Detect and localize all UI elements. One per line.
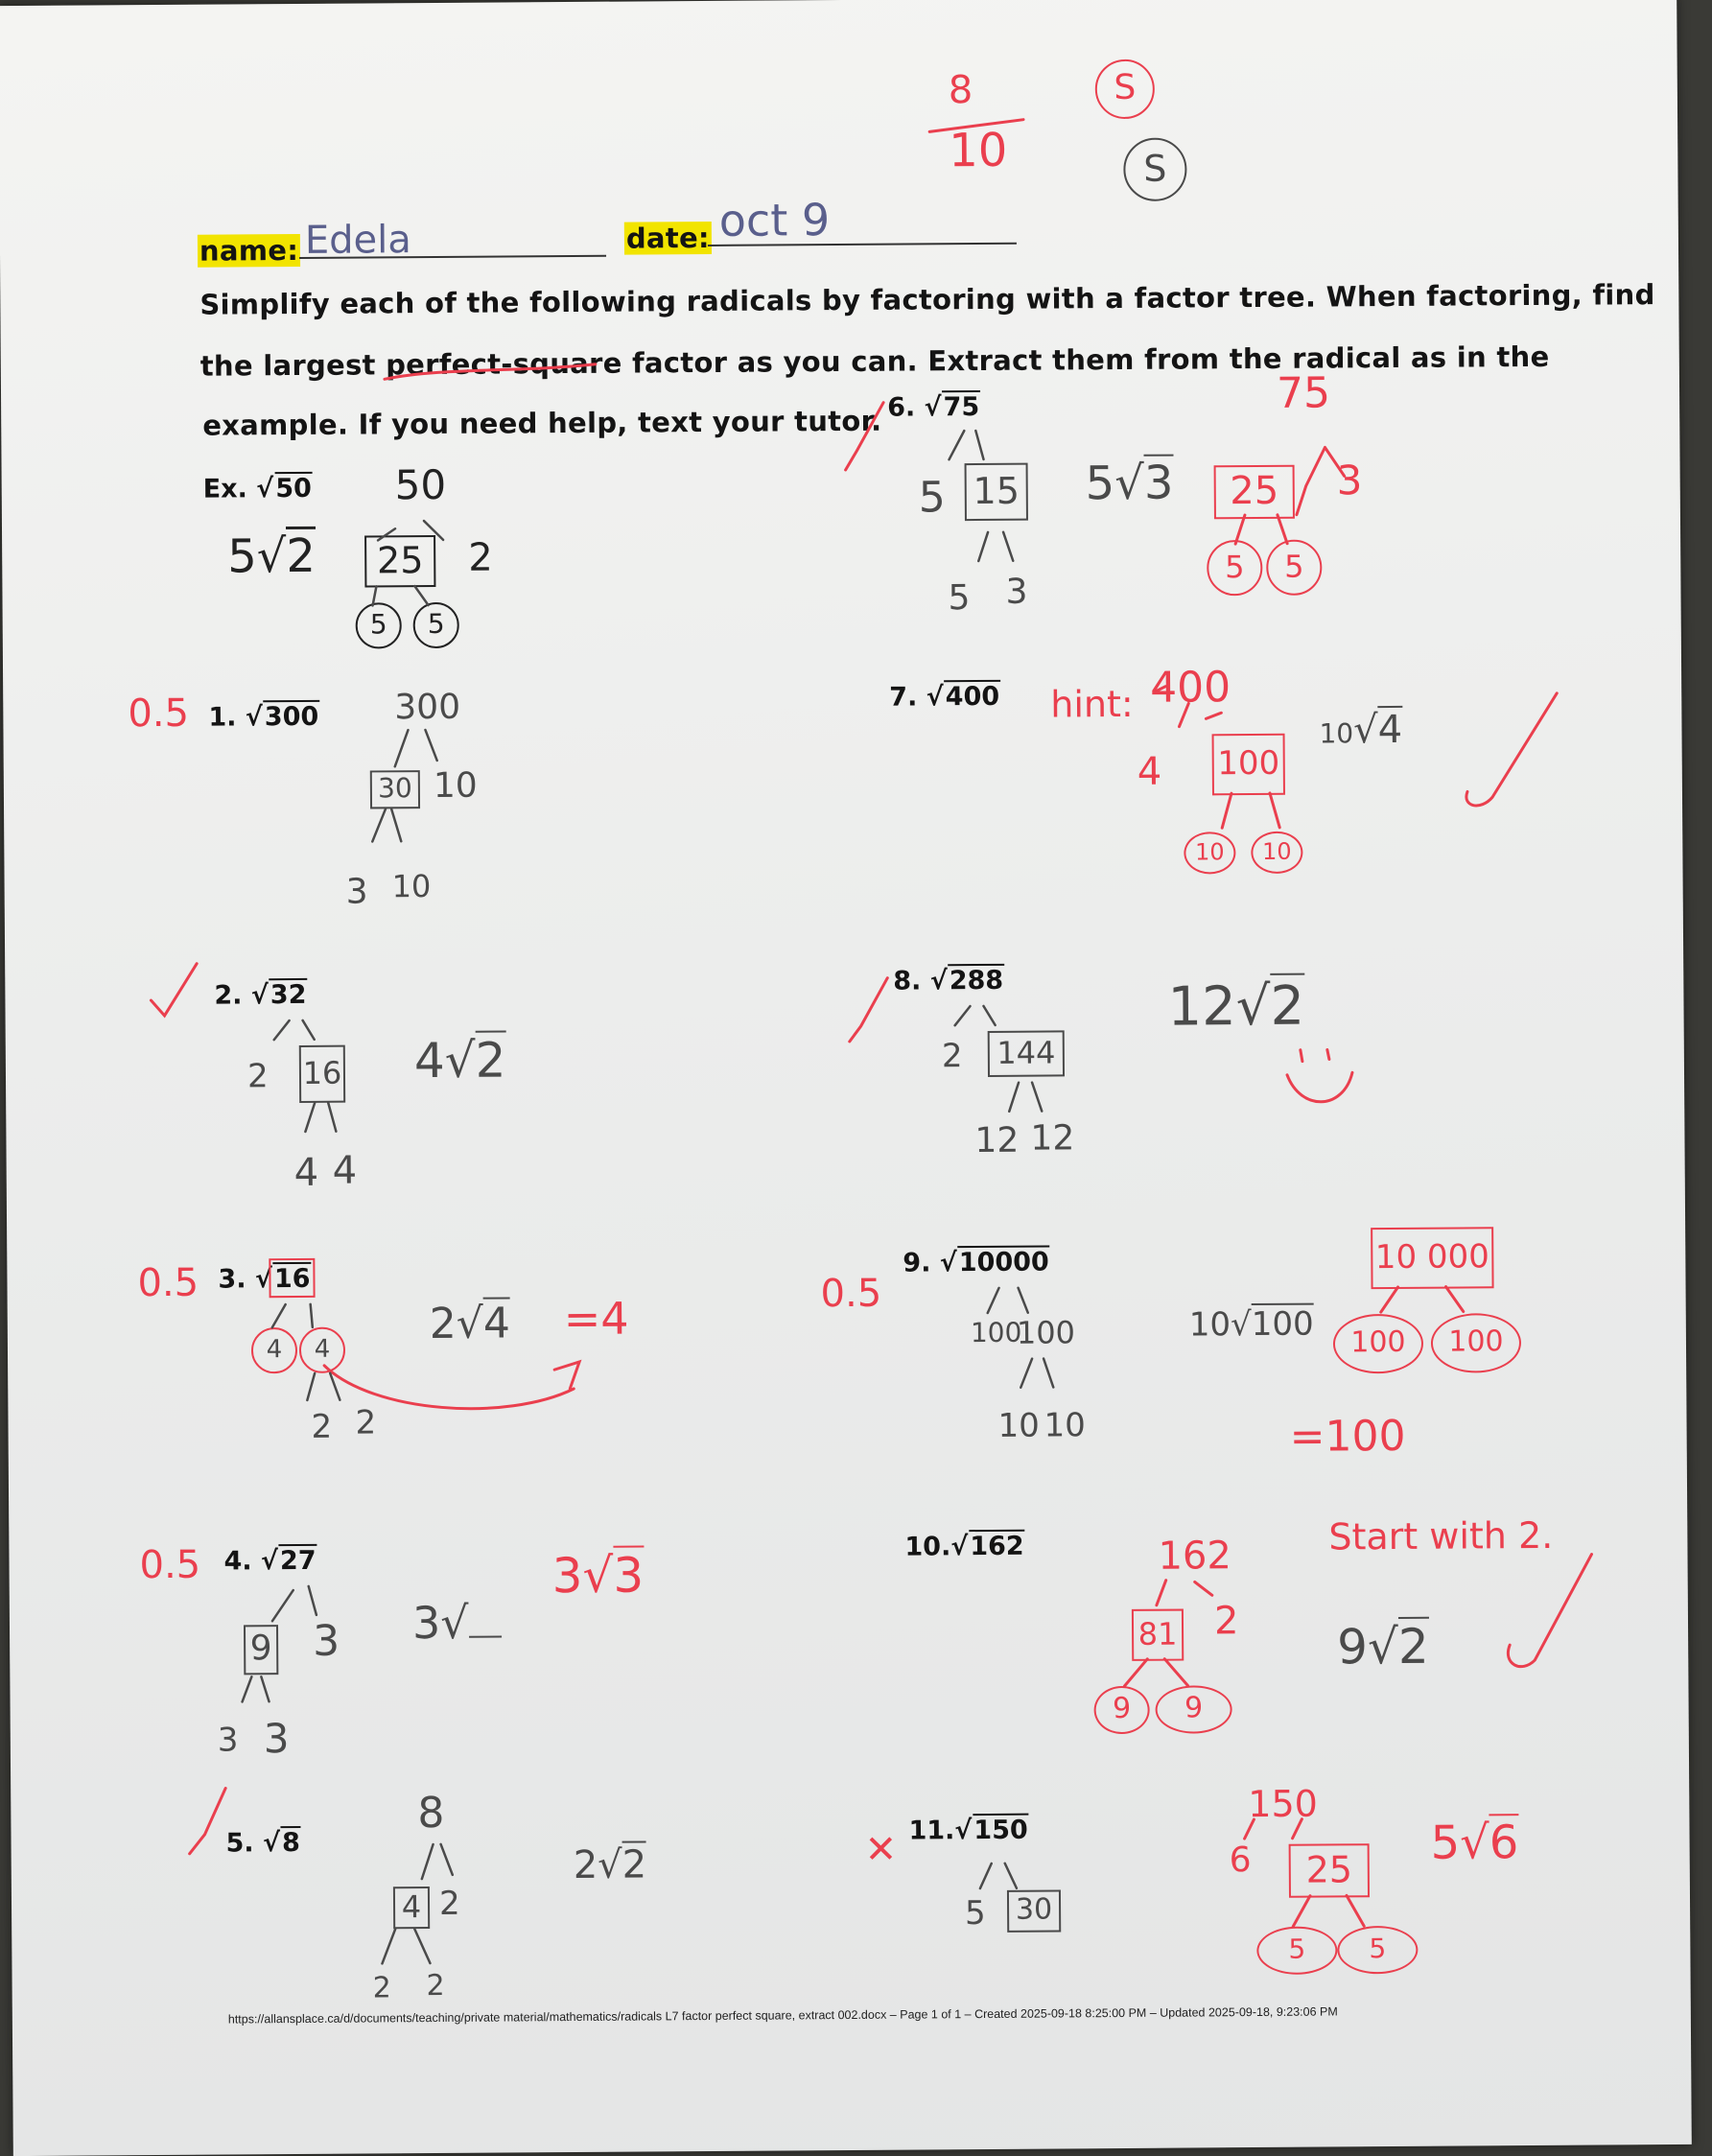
problem-5-box: 4 <box>393 1886 430 1929</box>
problem-4-other: 3 <box>312 1616 340 1666</box>
date-label: date: <box>625 221 710 255</box>
problem-2-leaf-2: 4 <box>332 1148 358 1193</box>
problem-11-correction-circle-2: 5 <box>1337 1926 1418 1975</box>
problem-10-correction-other: 2 <box>1213 1599 1239 1644</box>
problem-10-correction-box: 81 <box>1132 1609 1184 1661</box>
problem-11-box: 30 <box>1007 1889 1061 1932</box>
problem-5-leaf-2: 2 <box>426 1968 445 2004</box>
problem-6-correction-box: 25 <box>1214 465 1295 520</box>
problem-4-box: 9 <box>244 1625 278 1675</box>
problem-10-correction-circle-2: 9 <box>1155 1685 1231 1734</box>
problem-4-leaf-2: 3 <box>263 1715 290 1763</box>
problem-9-correction: =100 <box>1289 1411 1406 1462</box>
example-root: 50 <box>394 460 447 509</box>
instructions-line-1: Simplify each of the following radicals by factoring with a factor tree. When factoring, find <box>199 278 1655 321</box>
problem-5-answer: 2√2 <box>573 1842 647 1887</box>
check-mark-problem-7 <box>1466 693 1558 806</box>
circled-s-red: S <box>1095 59 1155 119</box>
check-mark-problem-6 <box>845 403 883 470</box>
problem-1-leaf-2: 10 <box>391 868 432 905</box>
problem-9-correction-circle-1: 100 <box>1333 1314 1423 1374</box>
problem-3-label: 3. √16 <box>218 1264 311 1295</box>
problem-2-leaf-1: 4 <box>293 1150 319 1196</box>
check-mark-problem-10 <box>1508 1555 1593 1667</box>
problem-3-answer: 2√4 <box>429 1299 511 1349</box>
instructions-line-3: example. If you need help, text your tutor. <box>202 404 882 442</box>
problem-6-leaf-1: 5 <box>948 578 971 619</box>
problem-9-correction-box: 10 000 <box>1371 1227 1493 1289</box>
problem-7-correction-root: 400 <box>1150 663 1231 713</box>
problem-1-box: 30 <box>370 770 420 808</box>
problem-8-answer: 12√2 <box>1167 974 1305 1039</box>
problem-3-correction: =4 <box>563 1292 629 1346</box>
name-label: name: <box>199 233 299 268</box>
problem-10-correction-circle-1: 9 <box>1093 1686 1149 1734</box>
document-footer: https://allansplace.ca/d/documents/teaching/private material/mathematics/radicals L7 factor perfect square, extract 002.docx – Page 1 of 1 – Created 2025-09-18 8:25:00 PM – Updated 2025-09-18, 9:23:06 PM <box>227 2004 1338 2027</box>
perfect-square-underline <box>385 364 596 380</box>
problem-11-answer: 5√6 <box>1430 1816 1519 1870</box>
problem-2-left: 2 <box>246 1057 269 1096</box>
example-square-box: 25 <box>364 535 435 588</box>
problem-8-label: 8. √288 <box>893 966 1004 996</box>
problem-5-other: 2 <box>438 1884 460 1923</box>
problem-11-mark: ✕ <box>864 1827 898 1872</box>
problem-4-mark: 0.5 <box>139 1542 201 1588</box>
problem-4-correction: 3√3 <box>551 1547 645 1605</box>
example-label: Ex. √50 <box>203 474 313 504</box>
problem-7-correction-box: 100 <box>1212 734 1285 796</box>
problem-3-leaf-1: 2 <box>311 1407 333 1446</box>
problem-6-correction-circle-1: 5 <box>1207 540 1262 596</box>
check-mark-problem-5 <box>189 1789 225 1854</box>
problem-4-answer: 3√ <box>412 1597 502 1650</box>
problem-1-other: 10 <box>433 765 478 806</box>
check-mark-problem-2 <box>151 964 197 1016</box>
score-numerator: 8 <box>948 68 973 113</box>
problem-10-correction-root: 162 <box>1158 1534 1232 1579</box>
example-leaf-2: 5 <box>413 602 459 648</box>
problem-9-label: 9. √10000 <box>903 1248 1050 1278</box>
problem-9-leaf-2: 10 <box>1044 1406 1086 1445</box>
problem-6-correction-root: 75 <box>1276 368 1331 418</box>
problem-3-circle-1: 4 <box>251 1327 297 1373</box>
problem-8-box: 144 <box>988 1030 1065 1077</box>
problem-9-pair-2: 100 <box>1016 1314 1076 1351</box>
problem-10-answer: 9√2 <box>1336 1618 1429 1676</box>
problem-3-mark: 0.5 <box>137 1260 199 1306</box>
check-mark-problem-8 <box>849 978 887 1042</box>
example-leaf-1: 5 <box>356 602 402 648</box>
problem-8-leaf-2: 12 <box>1030 1118 1075 1159</box>
problem-11-correction-box: 25 <box>1289 1843 1370 1898</box>
problem-6-box: 15 <box>965 463 1028 521</box>
score-denominator: 10 <box>949 123 1008 178</box>
problem-7-answer: 10√4 <box>1319 707 1403 753</box>
problem-3-arrow <box>324 1362 579 1410</box>
problem-8-leaf-1: 12 <box>974 1120 1020 1161</box>
instructions-line-2: the largest perfect-square factor as you can. Extract them from the radical as in the <box>199 340 1550 383</box>
problem-11-left: 5 <box>964 1893 986 1933</box>
name-value: Edela <box>304 218 411 263</box>
problem-6-left: 5 <box>918 473 946 523</box>
example-answer: 5√2 <box>227 529 316 584</box>
problem-9-pair-1: 100 <box>970 1316 1022 1349</box>
circled-s-pencil: S <box>1123 137 1186 200</box>
problem-4-label: 4. √27 <box>223 1546 317 1577</box>
problem-11-label: 11.√150 <box>908 1816 1028 1846</box>
problem-1-label: 1. √300 <box>208 702 319 733</box>
problem-6-correction-other: 3 <box>1336 457 1363 504</box>
problem-7-label: 7. √400 <box>889 682 1000 713</box>
problem-7-correction-circle-1: 10 <box>1184 832 1235 874</box>
problem-7-correction-left: 4 <box>1137 749 1162 794</box>
problem-10-note: Start with 2. <box>1328 1513 1554 1558</box>
problem-9-mark: 0.5 <box>820 1271 882 1317</box>
problem-5-root: 8 <box>417 1788 445 1839</box>
problem-3-circle-2: 4 <box>299 1327 345 1373</box>
problem-2-answer: 4√2 <box>413 1032 506 1090</box>
problem-6-correction-circle-2: 5 <box>1266 540 1322 596</box>
problem-9-answer: 10√100 <box>1188 1304 1314 1345</box>
problem-6-label: 6. √75 <box>887 392 980 423</box>
problem-2-box: 16 <box>299 1045 345 1103</box>
problem-1-leaf-1: 3 <box>345 872 368 912</box>
problem-11-correction-root: 150 <box>1248 1782 1318 1826</box>
problem-10-label: 10.√162 <box>904 1532 1024 1562</box>
example-other-factor: 2 <box>468 535 493 580</box>
problem-11-correction-left: 6 <box>1229 1840 1252 1881</box>
problem-2-label: 2. √32 <box>214 980 307 1011</box>
score-fraction-bar <box>929 120 1023 132</box>
date-value: oct 9 <box>718 194 831 246</box>
problem-8-left: 2 <box>941 1037 963 1076</box>
problem-5-leaf-1: 2 <box>372 1971 391 2005</box>
smiley-face <box>1287 1049 1352 1102</box>
problem-4-leaf-1: 3 <box>217 1721 239 1760</box>
problem-9-leaf-1: 10 <box>997 1406 1040 1445</box>
problem-7-correction-circle-2: 10 <box>1251 832 1302 874</box>
problem-3-leaf-2: 2 <box>355 1403 377 1442</box>
problem-1-root: 300 <box>394 687 461 728</box>
problem-11-correction-circle-1: 5 <box>1256 1926 1337 1975</box>
problem-5-label: 5. √8 <box>225 1828 300 1859</box>
problem-6-answer: 5√3 <box>1085 456 1174 511</box>
problem-6-leaf-2: 3 <box>1005 572 1028 612</box>
problem-9-correction-circle-2: 100 <box>1431 1313 1521 1373</box>
problem-1-mark: 0.5 <box>128 691 190 737</box>
problem-7-hint: hint: <box>1050 682 1134 726</box>
